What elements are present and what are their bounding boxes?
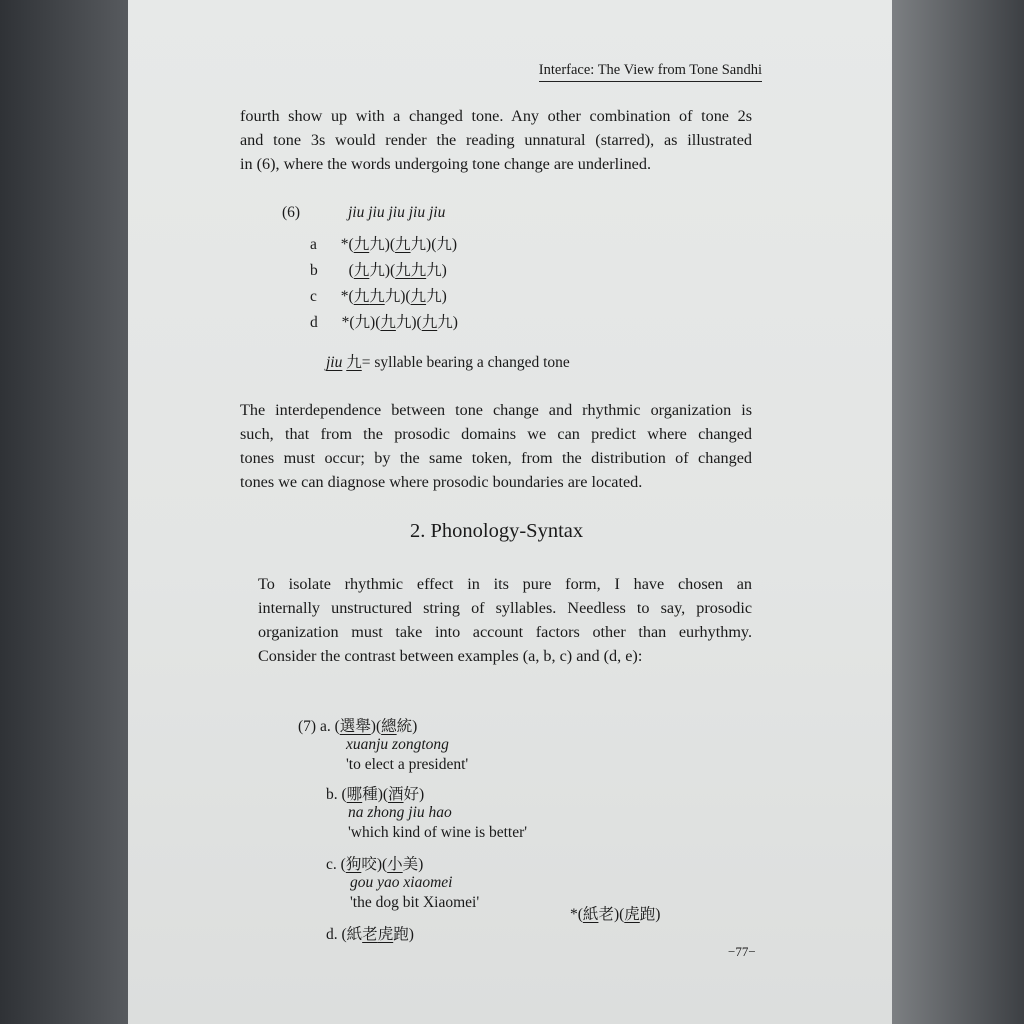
row-label: d <box>310 314 318 331</box>
text-line: The interdependence between tone change and rhythmic organization is <box>240 401 752 419</box>
example-7c-label: c. <box>326 856 337 873</box>
example-6-title: jiu jiu jiu jiu jiu <box>348 204 446 221</box>
example-7a-pinyin: xuanju zongtong <box>346 736 449 753</box>
row-label: a <box>310 236 317 253</box>
text-line: tones we can diagnose where prosodic boundaries are located. <box>240 473 643 491</box>
example-6c: c *(九九九)(九九) <box>310 288 447 305</box>
legend-jiu: jiu <box>326 354 343 371</box>
example-7c-pinyin: gou yao xiaomei <box>350 874 453 891</box>
example-7c-gloss: 'the dog bit Xiaomei' <box>350 894 480 911</box>
background-right <box>892 0 1024 1024</box>
legend-text: = syllable bearing a changed tone <box>361 354 570 371</box>
example-7a-label: a. <box>319 718 331 735</box>
example-6d: d *(九)(九九)(九九) <box>310 314 458 331</box>
book-page <box>128 0 892 1024</box>
text-line: fourth show up with a changed tone. Any other combination of tone 2s <box>240 107 752 125</box>
text-line: internally unstructured string of syllables. Needless to say, prosodic <box>258 599 752 617</box>
example-7d-label: d. <box>326 926 338 943</box>
paragraph-isolate-3 <box>258 620 752 644</box>
text-line: To isolate rhythmic effect in its pure form, I have chosen an <box>258 575 752 593</box>
text-line: organization must take into account factors other than eurhythmy. <box>258 623 752 641</box>
row-label: b <box>310 262 318 279</box>
text-line: and tone 3s would render the reading unnatural (starred), as illustrated <box>240 131 752 149</box>
example-7b: b. (哪種)(酒好) <box>326 786 425 803</box>
background-left <box>0 0 128 1024</box>
intro-paragraph <box>240 104 752 176</box>
example-7d-alt: *(紙老)(虎跑) <box>570 906 661 923</box>
example-7a: (7) a. (選舉)(總統) <box>298 718 418 735</box>
row-label: c <box>310 288 317 305</box>
text-line: in (6), where the words undergoing tone change are underlined. <box>240 155 651 173</box>
paragraph-isolate-4 <box>258 644 752 668</box>
example-6-number: (6) <box>282 204 301 221</box>
example-6-legend <box>326 350 570 372</box>
text-line: tones must occur; by the same token, from the distribution of changed <box>240 449 752 467</box>
section-heading: 2. Phonology-Syntax <box>410 520 584 542</box>
example-7b-label: b. <box>326 786 338 803</box>
page-number: −77− <box>728 944 756 959</box>
example-7c: c. (狗咬)(小美) <box>326 856 424 873</box>
legend-char: 九 <box>346 354 362 371</box>
paragraph-interdependence <box>240 398 752 494</box>
text-line: Consider the contrast between examples (a, b, c) and (d, e): <box>258 647 643 665</box>
example-6b: b (九九)(九九九) <box>310 262 447 279</box>
example-6a: a *(九九)(九九)(九) <box>310 236 458 253</box>
running-header: Interface: The View from Tone Sandhi <box>539 62 762 82</box>
paragraph-isolate <box>258 596 752 620</box>
example-7a-gloss: 'to elect a president' <box>346 756 469 773</box>
text-line: such, that from the prosodic domains we can predict where changed <box>240 425 752 443</box>
paragraph-isolate-first <box>258 572 752 596</box>
example-7b-gloss: 'which kind of wine is better' <box>348 824 528 841</box>
example-7-number: (7) <box>298 718 317 735</box>
example-7b-pinyin: na zhong jiu hao <box>348 804 452 821</box>
example-7d: d. (紙老虎跑) <box>326 926 414 943</box>
